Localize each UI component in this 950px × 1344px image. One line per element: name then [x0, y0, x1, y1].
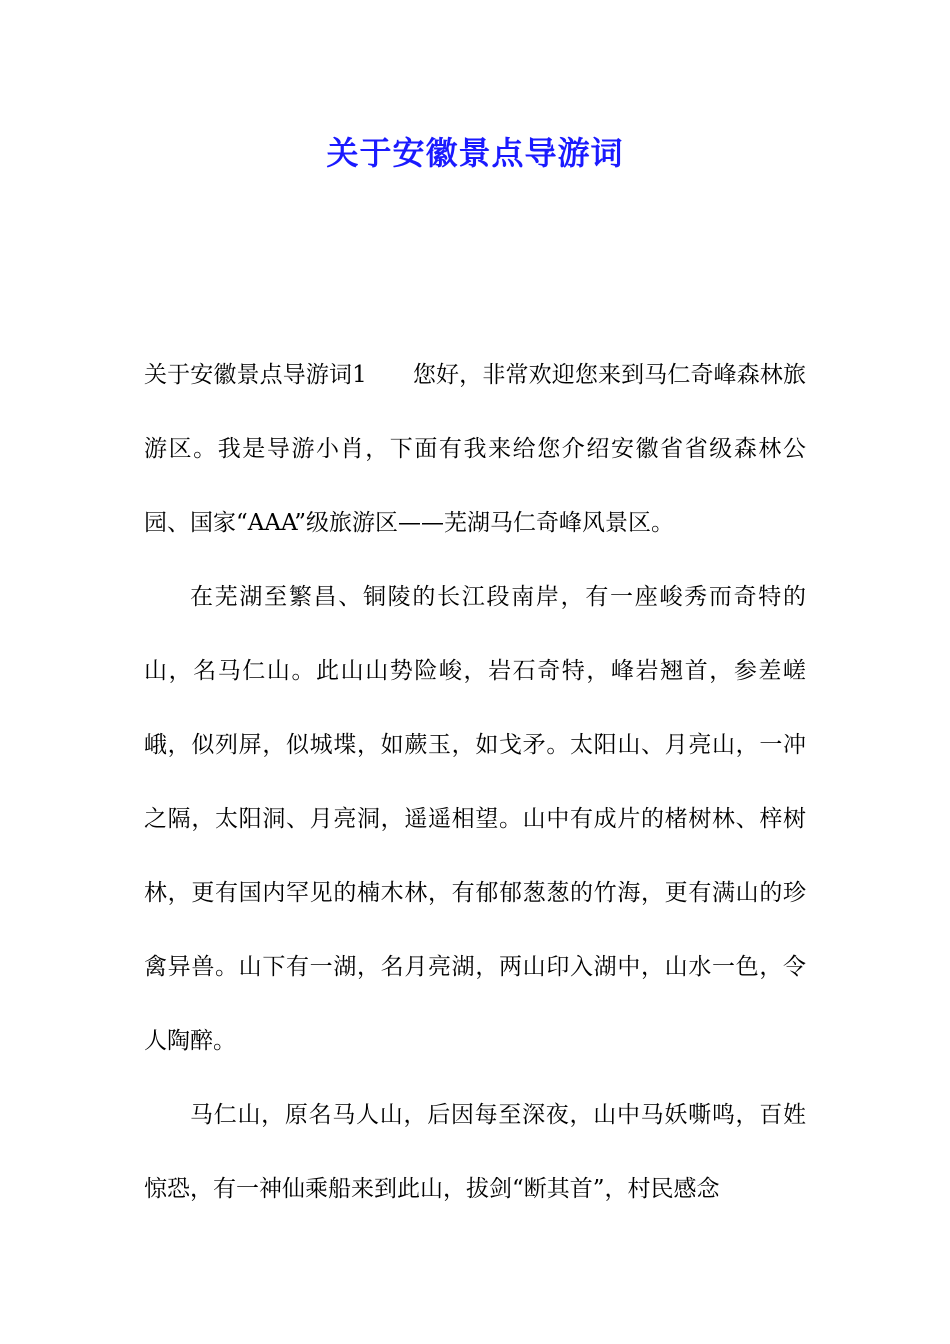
paragraph-1-text: 您好，非常欢迎您来到马仁奇峰森林旅游区。我是导游小肖，下面有我来给您介绍安徽省省级森林公园、国家“AAA”级旅游区——芜湖马仁奇峰风景区。 [144, 362, 806, 536]
paragraph-3: 马仁山，原名马人山，后因每至深夜，山中马妖嘶鸣，百姓惊恐，有一神仙乘船来到此山，拔剑“断其首”，村民感念 [144, 1102, 806, 1202]
paragraph-2: 在芜湖至繁昌、铜陵的长江段南岸，有一座峻秀而奇特的山，名马仁山。此山山势险峻，岩石奇特，峰岩翘首，参差嵯峨，似列屏，似城堞，如蕨玉，如戈矛。太阳山、月亮山，一冲之隔，太阳洞、月亮洞，遥遥相望。山中有成片的楮树林、梓树林，更有国内罕见的楠木林，有郁郁葱葱的竹海，更有满山的珍禽异兽。山下有一湖，名月亮湖，两山印入湖中，山水一色，令人陶醉。 [144, 584, 806, 1054]
paragraph-1 [144, 338, 806, 560]
document-body [144, 338, 806, 1226]
document-title: 关于安徽景点导游词 [326, 134, 624, 172]
paragraph-1-lead: 关于安徽景点导游词1 [144, 362, 367, 388]
